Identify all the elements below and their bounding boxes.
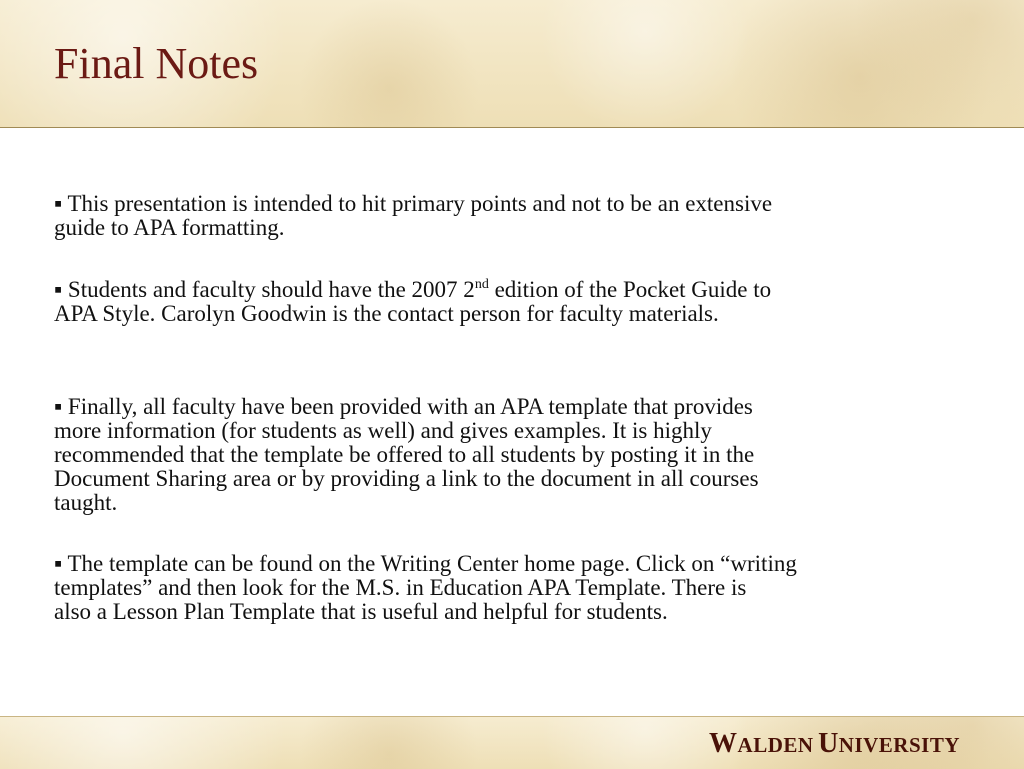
bullet-paragraph-1 (54, 192, 772, 240)
bullet-1-line-1: This presentation is intended to hit primary points and not to be an extensive (67, 191, 773, 216)
bullet-marker: ▪ (54, 394, 63, 419)
slide-title: Final Notes (54, 39, 259, 88)
bullet-marker: ▪ (54, 551, 63, 576)
bullet-2-line-2: APA Style. Carolyn Goodwin is the contact person for faculty materials. (54, 301, 719, 326)
bullet-marker: ▪ (54, 191, 63, 216)
bullet-3-line-3: recommended that the template be offered to all students by posting it in the (54, 442, 755, 467)
bullet-3-line-4: Document Sharing area or by providing a link to the document in all courses (54, 466, 759, 491)
walden-university-logo: WALDEN UNIVERSITY (709, 728, 960, 759)
bullet-paragraph-2 (54, 278, 771, 326)
bullet-3-line-5: taught. (54, 490, 118, 515)
bullet-4-line-2: templates” and then look for the M.S. in Education APA Template. There is (54, 575, 747, 600)
bullet-4-line-1: The template can be found on the Writing Center home page. Click on “writing (67, 551, 797, 576)
bullet-3-line-2: more information (for students as well) and gives examples. It is highly (54, 418, 712, 443)
bullet-1-line-2: guide to APA formatting. (54, 215, 285, 240)
bullet-2-line-1-end: edition of the Pocket Guide to (488, 277, 772, 302)
bullet-3-line-1: Finally, all faculty have been provided with an APA template that provides (67, 394, 753, 419)
bullet-2-line-1-start: Students and faculty should have the 2007 2 (67, 277, 475, 302)
ordinal-superscript: nd (474, 277, 489, 292)
bullet-4-line-3: also a Lesson Plan Template that is useful and helpful for students. (54, 599, 668, 624)
bullet-paragraph-4 (54, 552, 797, 624)
bullet-marker: ▪ (54, 277, 63, 302)
bullet-paragraph-3 (54, 395, 759, 515)
